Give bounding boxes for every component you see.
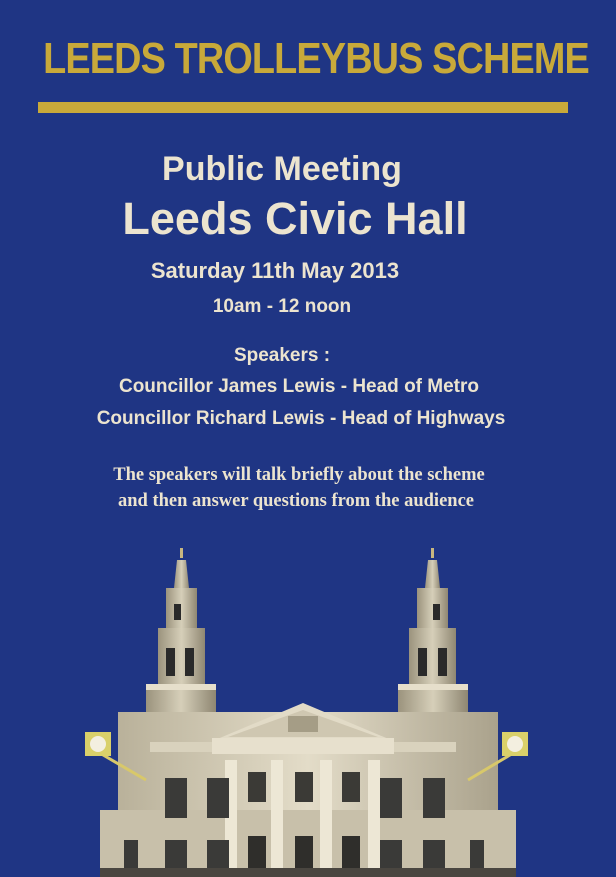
right-tower xyxy=(398,548,468,728)
event-type: Public Meeting xyxy=(162,150,402,188)
event-time: 10am - 12 noon xyxy=(212,296,352,317)
speaker-1: Councillor James Lewis - Head of Metro xyxy=(118,376,480,397)
speaker-2: Councillor Richard Lewis - Head of Highways xyxy=(96,408,506,429)
poster-title: LEEDS TROLLEYBUS SCHEME xyxy=(43,34,589,83)
description-line-1: The speakers will talk briefly about the scheme xyxy=(113,465,485,485)
event-date: Saturday 11th May 2013 xyxy=(150,258,400,283)
venue: Leeds Civic Hall xyxy=(122,193,468,244)
civic-hall-photo xyxy=(0,540,616,877)
speakers-heading: Speakers : xyxy=(233,345,331,366)
left-tower xyxy=(146,548,216,728)
title-underline xyxy=(38,102,568,113)
description-line-2: and then answer questions from the audience xyxy=(118,491,474,511)
